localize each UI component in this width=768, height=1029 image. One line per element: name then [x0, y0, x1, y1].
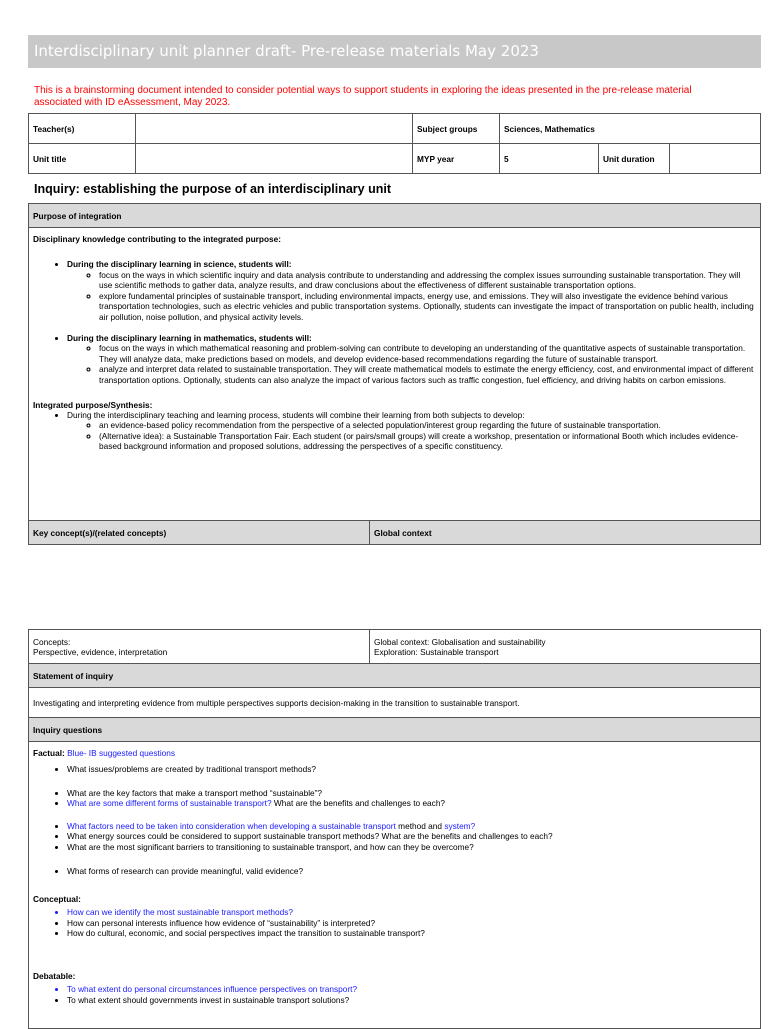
questions-body	[29, 742, 761, 1029]
list-item: ◦ (Alternative idea): a Sustainable Transportation Fair. Each student (or pairs/small groups) will create a workshop, presentation or informational Booth which includes evidence-based background information and proposed solutions, addressing the perspectives of a specific constituency.	[99, 431, 756, 452]
list-item: • What forms of research can provide meaningful, valid evidence?	[67, 866, 756, 877]
list-item: • What are the key factors that make a transport method “sustainable”?	[67, 788, 756, 799]
inquiry-table	[28, 629, 761, 1029]
intro-note: This is a brainstorming document intended to consider potential ways to support students in exploring the ideas presented in the pre-release material associated with ID eAssessment, May 2023.	[34, 85, 692, 108]
debatable-label: Debatable:	[33, 970, 76, 981]
statement-title: Statement of inquiry	[29, 664, 761, 688]
integrated-label: Integrated purpose/Synthesis:	[33, 399, 153, 410]
list-item: • What energy sources could be considered to support sustainable transport methods? What are the benefits and challenges to each?	[67, 831, 756, 842]
conceptual-list	[33, 907, 756, 939]
question-extra: method and	[398, 820, 442, 831]
factual-list-2	[33, 788, 756, 809]
subject-value: Sciences, Mathematics	[500, 114, 761, 144]
debatable-list	[33, 984, 756, 1005]
math-list	[33, 333, 756, 386]
question-ib: What factors need to be taken into consideration when developing a sustainable transport	[67, 820, 396, 831]
purpose-title: Purpose of integration	[29, 204, 761, 228]
math-lead: During the disciplinary learning in mathematics, students will:	[67, 332, 312, 343]
unit-duration-label: Unit duration	[599, 144, 670, 174]
document-banner: Interdisciplinary unit planner draft- Pre-release materials May 2023	[28, 35, 761, 68]
list-item: ◦ explore fundamental principles of sustainable transport, including environmental impacts, energy use, and emissions. They will also investigate the evidence behind various transportation technologies, such as electric vehicles and public transportation systems. Optionally, students can investigate the impact of transportation on public health, including air pollution, noise pollution, and physical activity levels.	[99, 291, 756, 323]
integrated-lead: During the interdisciplinary teaching and learning process, students will combine their learning from both subjects to develop:	[67, 409, 525, 420]
inquiry-heading: Inquiry: establishing the purpose of an interdisciplinary unit	[34, 182, 391, 196]
science-lead: During the disciplinary learning in science, students will:	[67, 259, 292, 269]
purpose-body	[29, 228, 761, 521]
list-item	[67, 798, 756, 809]
list-item: • What issues/problems are created by traditional transport methods?	[67, 764, 756, 775]
concepts-label: Concepts:	[33, 636, 71, 647]
purpose-table	[28, 203, 761, 545]
list-item: • To what extent do personal circumstances influence perspectives on transport?	[67, 984, 756, 995]
question-ib: What are some different forms of sustainable transport?	[67, 798, 272, 809]
disciplinary-label: Disciplinary knowledge contributing to the integrated purpose:	[33, 234, 282, 244]
myp-year-value: 5	[500, 144, 599, 174]
header-table	[28, 113, 761, 174]
statement-text: Investigating and interpreting evidence from multiple perspectives supports decision-making in the transition to sustainable transport.	[29, 688, 761, 718]
concepts-value: Perspective, evidence, interpretation	[33, 646, 168, 657]
global-context-cell	[370, 630, 761, 664]
myp-year-label: MYP year	[413, 144, 500, 174]
unit-title-value	[136, 144, 413, 174]
factual-label: Factual:	[33, 748, 65, 758]
unit-duration-value	[670, 144, 761, 174]
list-item: • How do cultural, economic, and social perspectives impact the transition to sustainable transport?	[67, 928, 756, 939]
list-item: ◦ focus on the ways in which mathematical reasoning and problem-solving can contribute to developing an understanding of the quantitative aspects of sustainable transportation. They will analyze data, make predictions based on models, and develop evidence-based recommendations regarding the future of sustainable transport.	[99, 343, 756, 364]
question-extra: What are the benefits and challenges to each?	[273, 798, 446, 809]
factual-note: Blue- IB suggested questions	[67, 748, 176, 758]
teacher-value	[136, 114, 413, 144]
unit-title-label: Unit title	[29, 144, 136, 174]
global-context-label: Global context	[370, 521, 761, 545]
global-context-value: Global context: Globalisation and sustainability	[374, 636, 546, 647]
list-item: ◦ focus on the ways in which scientific inquiry and data analysis contribute to understanding and addressing the complex issues surrounding sustainable transportation. They will use scientific methods to gather data, analyze results, and draw conclusions about the effectiveness of different sustainable transportation options.	[99, 270, 756, 291]
exploration-value: Exploration: Sustainable transport	[374, 646, 499, 657]
concepts-cell	[29, 630, 370, 664]
list-item: • How can we identify the most sustainable transport methods?	[67, 907, 756, 918]
integrated-list	[33, 410, 756, 452]
list-item: ◦ analyze and interpret data related to sustainable transportation. They will create mathematical models to estimate the energy efficiency, cost, and environmental impact of different transportation options. Optionally, students can also analyze the impact of various factors such as traffic congestion, fuel efficiency, and driving habits on carbon emissions.	[99, 364, 756, 385]
question-ib: system?	[444, 820, 476, 831]
factual-list	[33, 764, 756, 775]
conceptual-label: Conceptual:	[33, 894, 81, 905]
science-list	[33, 259, 756, 323]
list-item: • What are the most significant barriers to transitioning to sustainable transport, and how can they be overcome?	[67, 842, 756, 853]
questions-title: Inquiry questions	[29, 718, 761, 742]
teacher-label: Teacher(s)	[29, 114, 136, 144]
key-concepts-label: Key concept(s)/(related concepts)	[29, 521, 370, 545]
list-item: • To what extent should governments invest in sustainable transport solutions?	[67, 995, 756, 1006]
list-item: ◦ an evidence-based policy recommendation from the perspective of a selected population/interest group regarding the future of sustainable transportation.	[99, 420, 756, 431]
list-item: • How can personal interests influence how evidence of “sustainability” is interpreted?	[67, 918, 756, 929]
factual-list-3	[33, 821, 756, 853]
factual-list-4	[33, 866, 756, 877]
list-item	[67, 821, 756, 832]
subject-label: Subject groups	[413, 114, 500, 144]
